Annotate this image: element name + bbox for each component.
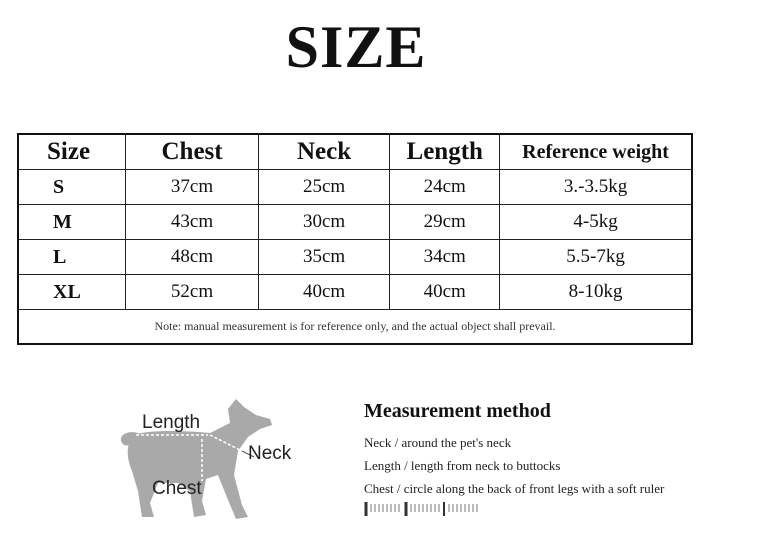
length-label: Length [142, 412, 201, 433]
method-length-line: Length / length from neck to buttocks [364, 458, 561, 473]
cell-weight: 5.5-7kg [500, 240, 692, 275]
cell-chest: 37cm [126, 170, 259, 205]
measurement-method-title: Measurement method [364, 400, 551, 422]
cell-size: S [18, 170, 126, 205]
page-title: SIZE [285, 14, 427, 80]
table-row [18, 170, 692, 205]
cell-chest: 52cm [126, 275, 259, 310]
method-neck-line: Neck / around the pet's neck [364, 435, 512, 450]
size-table [17, 133, 693, 345]
cell-size: XL [18, 275, 126, 310]
cell-length: 24cm [390, 170, 500, 205]
cell-chest: 48cm [126, 240, 259, 275]
table-note-row [18, 310, 692, 345]
cell-size: L [18, 240, 126, 275]
cell-weight: 8-10kg [500, 275, 692, 310]
dog-measurement-diagram [110, 395, 310, 525]
cell-length: 34cm [390, 240, 500, 275]
cell-neck: 25cm [258, 170, 390, 205]
table-header-row [18, 134, 692, 170]
cell-size: M [18, 205, 126, 240]
cell-neck: 40cm [258, 275, 390, 310]
header-chest: Chest [126, 134, 259, 170]
cell-weight: 3.-3.5kg [500, 170, 692, 205]
cell-neck: 35cm [258, 240, 390, 275]
header-neck: Neck [258, 134, 390, 170]
header-length: Length [390, 134, 500, 170]
cell-weight: 4-5kg [500, 205, 692, 240]
ruler-icon [364, 498, 484, 523]
table-row [18, 205, 692, 240]
table-note: Note: manual measurement is for reference only, and the actual object shall prevail. [18, 310, 692, 345]
header-size: Size [18, 134, 126, 170]
neck-label: Neck [248, 443, 292, 464]
cell-length: 29cm [390, 205, 500, 240]
cell-neck: 30cm [258, 205, 390, 240]
chest-label: Chest [152, 478, 202, 499]
measurement-method [364, 400, 664, 504]
header-reference-weight: Reference weight [500, 134, 692, 170]
cell-chest: 43cm [126, 205, 259, 240]
method-chest-line: Chest / circle along the back of front legs with a soft ruler [364, 481, 665, 496]
table-row [18, 240, 692, 275]
cell-length: 40cm [390, 275, 500, 310]
table-row [18, 275, 692, 310]
